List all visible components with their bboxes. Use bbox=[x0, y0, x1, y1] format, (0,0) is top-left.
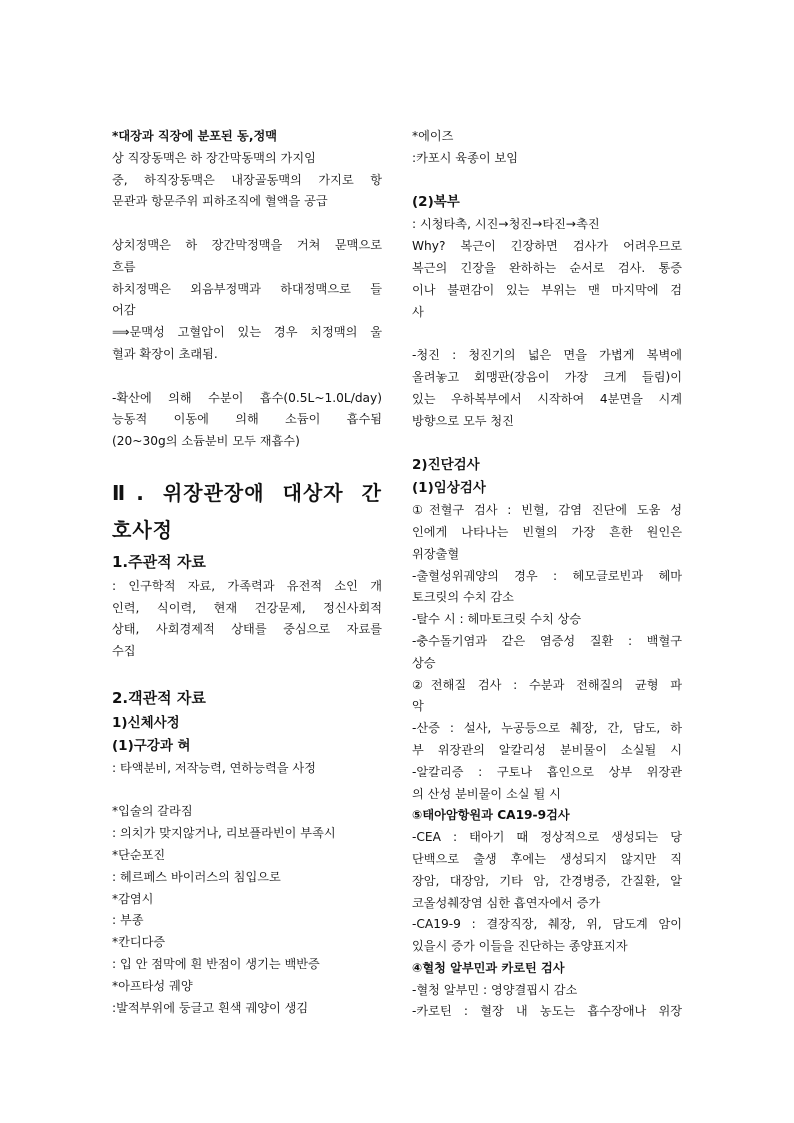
subheading-line: ⑤태아암항원과 CA19-9검사 bbox=[412, 808, 570, 823]
text-line: 토크릿의 수치 감소 bbox=[412, 590, 514, 605]
text-line: -알칼리증 : 구토나 흡인으로 상부 위장관 bbox=[412, 764, 682, 779]
text-line: : 헤르페스 바이러스의 침입으로 bbox=[112, 869, 281, 884]
text-line: -카로틴 : 혈장 내 농도는 흡수장애나 위장 bbox=[412, 1004, 682, 1019]
text-line: 있는 우하복부에서 시작하여 4분면을 시계 bbox=[412, 391, 682, 406]
text-line: *단순포진 bbox=[112, 847, 166, 862]
text-line: : 의치가 맞지않거나, 리보플라빈이 부족시 bbox=[112, 826, 336, 841]
text-line: -CA19-9 : 결장직장, 췌장, 위, 담도계 암이 bbox=[412, 917, 682, 932]
text-line: -충수돌기염과 같은 염증성 질환 : 백혈구 bbox=[412, 633, 682, 648]
text-line: 혈과 확장이 초래됨. bbox=[112, 346, 218, 361]
subheading: (1)임상검사 bbox=[412, 480, 486, 497]
subheading-line: *대장과 직장에 분포된 동,정맥 bbox=[112, 129, 278, 143]
text-line: *칸디다증 bbox=[112, 935, 166, 950]
text-line: 의 산성 분비물이 소실 될 시 bbox=[412, 786, 561, 801]
text-line: ⟹문맥성 고혈압이 있는 경우 치정맥의 울 bbox=[112, 325, 382, 340]
text-line: -탈수 시 : 헤마토크릿 수치 상승 bbox=[412, 612, 582, 627]
heading: 2.객관적 자료 bbox=[112, 688, 206, 707]
text-line: -혈청 알부민 : 영양결핍시 감소 bbox=[412, 982, 578, 997]
text-line: -CEA : 태아기 때 정상적으로 생성되는 당 bbox=[412, 830, 682, 845]
text-line: 상태, 사회경제적 상태를 중심으로 자료를 bbox=[112, 622, 382, 637]
text-line: :카포시 육종이 보임 bbox=[412, 150, 519, 165]
text-line: -산증 : 설사, 누공등으로 췌장, 간, 담도, 하 bbox=[412, 721, 682, 736]
right-column bbox=[412, 126, 682, 1023]
text-line: 중, 하직장동맥은 내장골동맥의 가지로 항 bbox=[112, 172, 382, 187]
text-line: 흐름 bbox=[112, 259, 136, 274]
text-line: *에이즈 bbox=[412, 129, 454, 143]
text-line: 악 bbox=[412, 699, 424, 714]
text-line: 하치정맥은 외음부정맥과 하대정맥으로 들 bbox=[112, 281, 382, 296]
text-line: 사 bbox=[412, 304, 424, 319]
section-title: 호사정 bbox=[112, 517, 173, 542]
blank-line bbox=[112, 780, 382, 802]
text-line: 어감 bbox=[112, 303, 136, 318]
text-line: 부 위장관의 알칼리성 분비물이 소실될 시 bbox=[412, 742, 682, 757]
text-line: 문관과 항문주위 피하조직에 혈액을 공급 bbox=[112, 194, 328, 209]
subheading: 2)진단검사 bbox=[412, 457, 480, 474]
section-title: Ⅱ. 위장관장애 대상자 간 bbox=[112, 480, 382, 505]
heading: 1.주관적 자료 bbox=[112, 552, 206, 571]
text-line: 상치정맥은 하 장간막정맥을 거쳐 문맥으로 bbox=[112, 237, 382, 252]
text-line: 장암, 대장암, 기타 암, 간경병증, 간질환, 알 bbox=[412, 873, 682, 888]
text-line: ①전혈구 검사 : 빈혈, 감염 진단에 도움 성 bbox=[412, 503, 682, 518]
text-line: 이나 불편감이 있는 부위는 맨 마지막에 검 bbox=[412, 282, 682, 297]
text-line: *아프타성 궤양 bbox=[112, 978, 193, 993]
text-line: 능동적 이동에 의해 소듐이 흡수됨 bbox=[112, 412, 382, 427]
text-line: : 부종 bbox=[112, 913, 144, 928]
text-line: :발적부위에 둥글고 흰색 궤양이 생김 bbox=[112, 1000, 309, 1015]
text-line: 방향으로 모두 청진 bbox=[412, 413, 514, 428]
text-line: Why? 복근이 긴장하면 검사가 어려우므로 bbox=[412, 239, 682, 254]
text-line: 상승 bbox=[412, 655, 436, 670]
text-line: 수집 bbox=[112, 644, 136, 659]
text-line: -청진 : 청진기의 넓은 면을 가볍게 복벽에 bbox=[412, 348, 682, 363]
text-line: : 인구학적 자료, 가족력과 유전적 소인 개 bbox=[112, 578, 382, 593]
text-line: *입술의 갈라짐 bbox=[112, 804, 193, 819]
text-line: : 입 안 점막에 흰 반점이 생기는 백반증 bbox=[112, 956, 320, 971]
blank-line bbox=[112, 663, 382, 685]
text-line: 복근의 긴장을 완하하는 순서로 검사. 통증 bbox=[412, 260, 682, 275]
text-line: 상 직장동맥은 하 장간막동맥의 가지임 bbox=[112, 150, 316, 165]
blank-line bbox=[112, 453, 382, 475]
text-line: 인에게 나타나는 빈혈의 가장 흔한 원인은 bbox=[412, 524, 682, 539]
text-line: 있을시 증가 이들을 진단하는 종양표지자 bbox=[412, 939, 628, 954]
text-line: *감염시 bbox=[112, 891, 154, 906]
text-line: : 타액분비, 저작능력, 연하능력을 사정 bbox=[112, 760, 316, 775]
blank-line bbox=[412, 323, 682, 345]
text-line: ②전해질 검사 : 수분과 전해질의 균형 파 bbox=[412, 677, 682, 692]
subheading: (1)구강과 혀 bbox=[112, 737, 191, 754]
subheading: 1)신체사정 bbox=[112, 714, 180, 731]
left-column bbox=[112, 126, 382, 1019]
text-line: 단백으로 출생 후에는 생성되지 않지만 직 bbox=[412, 851, 682, 866]
blank-line bbox=[412, 170, 682, 192]
text-line: 인력, 식이력, 현재 건강문제, 정신사회적 bbox=[112, 600, 382, 615]
blank-line bbox=[412, 432, 682, 454]
text-line: 코올성췌장염 심한 흡연자에서 증가 bbox=[412, 895, 601, 910]
subheading-line: ④혈청 알부민과 카로틴 검사 bbox=[412, 960, 565, 975]
text-line: -출혈성위궤양의 경우 : 헤모글로빈과 헤마 bbox=[412, 568, 682, 583]
text-line: : 시청타촉, 시진→청진→타진→촉진 bbox=[412, 217, 600, 232]
subheading: (2)복부 bbox=[412, 194, 460, 211]
blank-line bbox=[112, 213, 382, 235]
blank-line bbox=[112, 366, 382, 388]
text-line: 올려놓고 회맹판(장음이 가장 크게 들림)이 bbox=[412, 369, 682, 384]
text-line: -확산에 의해 수분이 흡수(0.5L~1.0L/day) bbox=[112, 390, 382, 405]
text-line: (20~30g의 소듐분비 모두 재흡수) bbox=[112, 434, 300, 449]
text-line: 위장출혈 bbox=[412, 546, 460, 561]
